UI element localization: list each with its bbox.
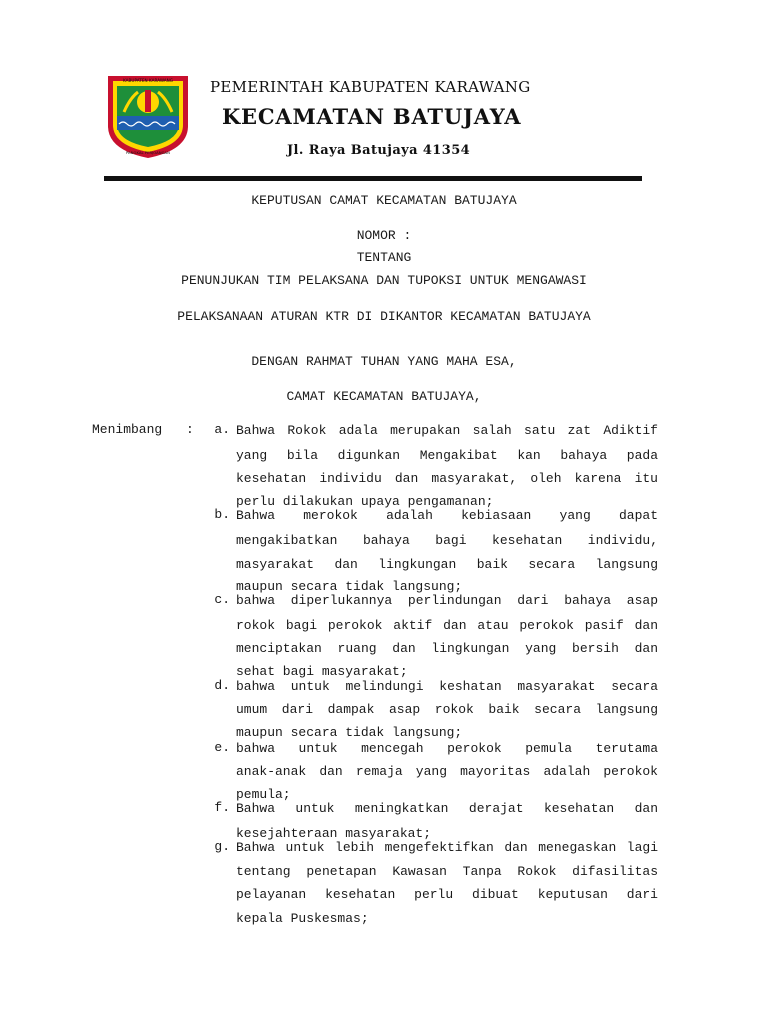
item-text-line: Bahwa Rokok adala merupakan salah satu zat Adiktif — [236, 423, 658, 438]
item-text-line: pelayanan kesehatan perlu dibuat keputusan dari — [236, 887, 658, 902]
government-name: PEMERINTAH KABUPATEN KARAWANG — [210, 78, 531, 96]
item-text-line: Bahwa untuk meningkatkan derajat kesehatan dan — [236, 801, 658, 816]
decree-number: NOMOR : — [356, 228, 412, 243]
karawang-regency-logo-icon — [102, 72, 194, 160]
blessing-line: DENGAN RAHMAT TUHAN YANG MAHA ESA, — [251, 354, 517, 369]
item-text-line: bahwa diperlukannya perlindungan dari bahaya asap — [236, 593, 658, 608]
item-text-line: kesehatan individu dan masyarakat, oleh karena itu — [236, 471, 658, 486]
menimbang-label: Menimbang — [92, 422, 163, 437]
item-text-line: Bahwa merokok adalah kebiasaan yang dapat — [236, 508, 658, 523]
item-letter: c. — [214, 592, 230, 607]
decree-about: TENTANG — [356, 250, 412, 265]
logo-top-text: KABUPATEN KARAWANG — [122, 78, 174, 83]
item-text-line: kesejahteraan masyarakat; — [236, 826, 432, 841]
official-title: CAMAT KECAMATAN BATUJAYA, — [286, 389, 482, 404]
item-text-line: menciptakan ruang dan lingkungan yang bersih dan — [236, 641, 658, 656]
item-text-line: umum dari dampak asap rokok baik secara langsung — [236, 702, 658, 717]
item-text-line: Bahwa untuk lebih mengefektifkan dan menegaskan lagi — [236, 840, 658, 855]
item-text-line: maupun secara tidak langsung; — [236, 579, 463, 594]
item-text-line: maupun secara tidak langsung; — [236, 725, 463, 740]
item-letter: f. — [214, 800, 230, 815]
item-text-line: bahwa untuk melindungi keshatan masyarakat secara — [236, 679, 658, 694]
menimbang-colon: : — [186, 422, 194, 437]
decree-subject-line-1: PENUNJUKAN TIM PELAKSANA DAN TUPOKSI UNTUK MENGAWASI — [181, 273, 587, 288]
item-text-line: masyarakat dan lingkungan baik secara langsung — [236, 557, 658, 572]
header-divider — [104, 176, 642, 181]
item-letter: g. — [214, 839, 230, 854]
office-name: KECAMATAN BATUJAYA — [222, 104, 522, 129]
item-letter: b. — [214, 507, 230, 522]
item-text-line: tentang penetapan Kawasan Tanpa Rokok difasilitas — [236, 864, 658, 879]
item-text-line: rokok bagi perokok aktif dan atau perokok pasif dan — [236, 618, 658, 633]
item-text-line: sehat bagi masyarakat; — [236, 664, 408, 679]
decree-subject-line-2: PELAKSANAAN ATURAN KTR DI DIKANTOR KECAMATAN BATUJAYA — [177, 309, 591, 324]
item-text-line: mengakibatkan bahaya bagi kesehatan individu, — [236, 533, 658, 548]
item-text-line: anak-anak dan remaja yang mayoritas adalah perokok — [236, 764, 658, 779]
item-letter: a. — [214, 422, 230, 437]
decree-title: KEPUTUSAN CAMAT KECAMATAN BATUJAYA — [251, 193, 517, 208]
item-text-line: yang bila digunkan Mengakibat kan bahaya pada — [236, 448, 658, 463]
logo-bottom-text: PANGKAL PERJOANGAN — [126, 150, 170, 155]
item-text-line: perlu dilakukan upaya pengamanan; — [236, 494, 494, 509]
item-text-line: bahwa untuk mencegah perokok pemula terutama — [236, 741, 658, 756]
item-letter: e. — [214, 740, 230, 755]
office-address: Jl. Raya Batujaya 41354 — [287, 143, 471, 158]
item-letter: d. — [214, 678, 230, 693]
item-text-line: kepala Puskesmas; — [236, 911, 369, 926]
item-text-line: pemula; — [236, 787, 291, 802]
